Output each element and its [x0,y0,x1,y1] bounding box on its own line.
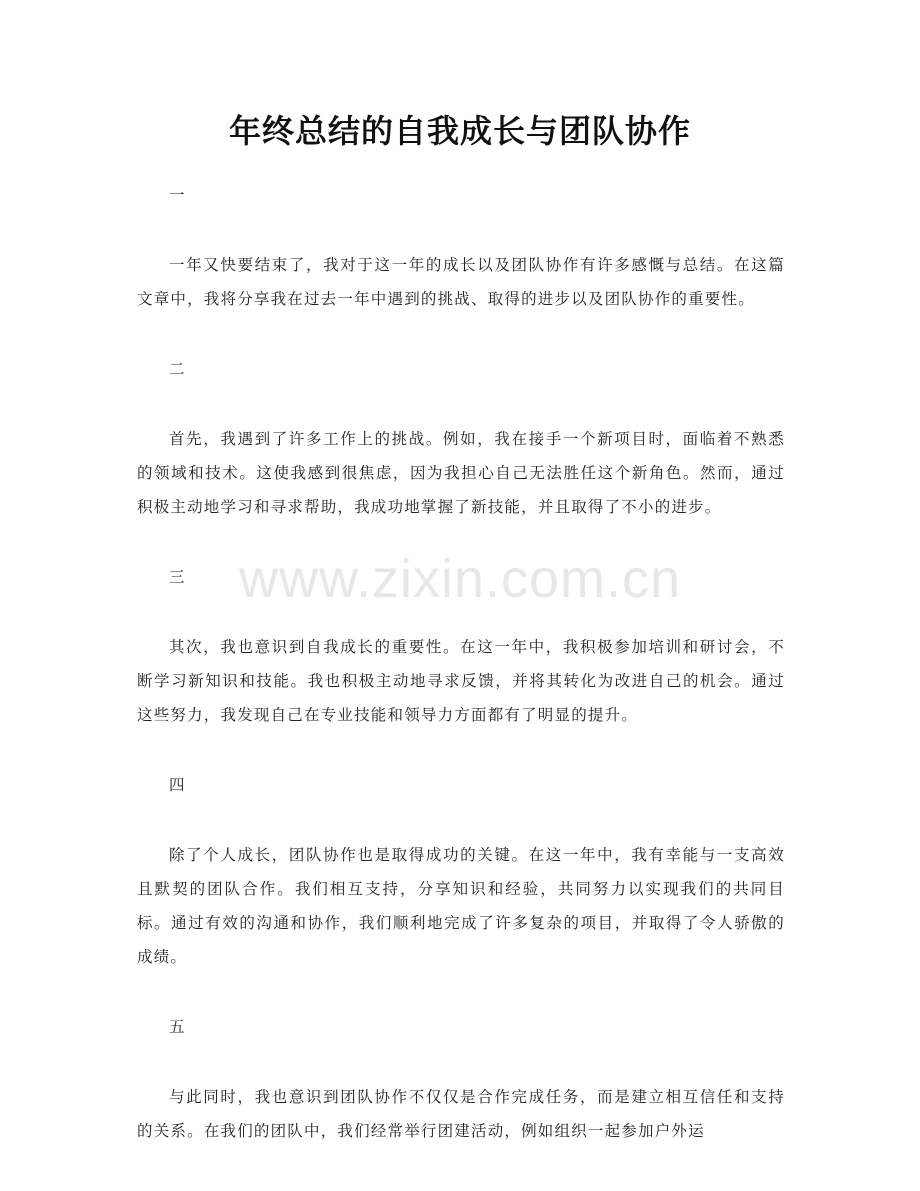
section-1 [137,178,785,352]
document-title: 年终总结的自我成长与团队协作 [228,112,691,150]
section-paragraph: 首先，我遇到了许多工作上的挑战。例如，我在接手一个新项目时，面临着不熟悉的领域和技术。这使我感到很焦虑，因为我担心自己无法胜任这个新角色。然而，通过积极主动地学习和寻求帮助，我成功地掌握了新技能，并且取得了不小的进步。 [137,430,785,516]
section-number: 一 [169,186,185,204]
document-body [137,178,785,1148]
section-3 [137,560,785,768]
section-paragraph: 其次，我也意识到自我成长的重要性。在这一年中，我积极参加培训和研讨会，不断学习新知识和技能。我也积极主动地寻求反馈，并将其转化为改进自己的机会。通过这些努力，我发现自己在专业技能和领导力方面都有了明显的提升。 [137,638,785,724]
section-number: 五 [169,1018,185,1036]
section-paragraph: 与此同时，我也意识到团队协作不仅仅是合作完成任务，而是建立相互信任和支持的关系。在我们的团队中，我们经常举行团建活动，例如组织一起参加户外运 [137,1088,785,1140]
section-paragraph: 除了个人成长，团队协作也是取得成功的关键。在这一年中，我有幸能与一支高效且默契的团队合作。我们相互支持，分享知识和经验，共同努力以实现我们的共同目标。通过有效的沟通和协作，我们顺利地完成了许多复杂的项目，并取得了令人骄傲的成绩。 [137,846,785,966]
section-2 [137,352,785,560]
section-number: 三 [169,568,185,586]
section-number: 四 [169,776,185,794]
watermark: www.zixin.com.cn [238,549,682,609]
section-4 [137,768,785,1010]
section-paragraph: 一年又快要结束了，我对于这一年的成长以及团队协作有许多感慨与总结。在这篇文章中，我将分享我在过去一年中遇到的挑战、取得的进步以及团队协作的重要性。 [137,256,785,308]
section-number: 二 [169,360,185,378]
section-5 [137,1010,785,1148]
